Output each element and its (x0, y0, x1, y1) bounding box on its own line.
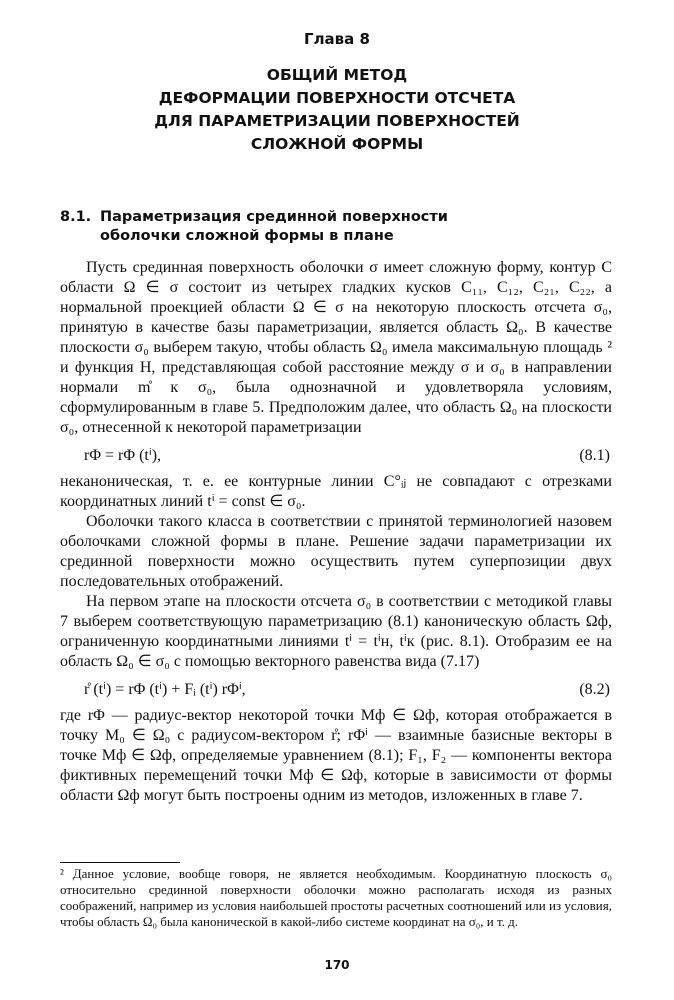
formula-8-2 (60, 680, 612, 700)
paragraph: Пусть срединная поверхность оболочки σ имеет сложную форму, контур C области Ω ∈ σ состоит из четырех гладких кусков C₁₁, C₁₂, C₂₁, C₂₂, а нормальной проекцией области Ω ∈ σ на некоторую плоскость отсчета σ₀, принятую в качестве базы параметризации, является область Ω₀. В качестве плоскости σ₀ выберем такую, чтобы область Ω₀ имела максимальную площадь ² и функция H, представляющая собой расстояние между σ и σ₀ в направлении нормали m̊ к σ₀, была однозначной и удовлетворяла условиям, сформулированным в главе 5. Предположим далее, что область Ω₀ на плоскости σ₀, отнесенной к некоторой параметризации (60, 259, 612, 436)
chapter-title-line: СЛОЖНОЙ ФОРМЫ (250, 135, 424, 153)
chapter-title-line: ОБЩИЙ МЕТОД (266, 66, 408, 84)
paragraph: На первом этапе на плоскости отсчета σ₀ в соответствии с методикой главы 7 выберем соответствующую параметризацию (8.1) каноническую область Ωф, ограниченную координатными линиями tⁱ = tⁱн, tⁱк (рис. 8.1). Отобразим ее на область Ω₀ ∈ σ₀ с помощью векторного равенства вида (7.17) (60, 593, 612, 670)
body-text (60, 258, 612, 806)
formula-number: (8.2) (579, 681, 610, 698)
section-title-line2: оболочки сложной формы в плане (100, 228, 394, 244)
paragraph: Оболочки такого класса в соответствии с принятой терминологией назовем оболочками сложной формы в плане. Решение задачи параметризации их срединной поверхности можно осуществить путем суперпозиции двух последовательных отображений. (60, 513, 612, 590)
formula-8-1 (60, 446, 612, 466)
section-heading (60, 208, 620, 246)
section-title-line1: Параметризация срединной поверхности (100, 209, 448, 225)
footnote-divider (60, 862, 180, 863)
footnote: ² Данное условие, вообще говоря, не является необходимым. Координатную плоскость σ₀ относительно срединной поверхности оболочки можно располагать исходя из разных соображений, например из условия наибольшей простоты расчетных соотношений или из условия, чтобы область Ω₀ была канонической в какой-либо системе координат на σ₀, и т. д. (60, 866, 612, 929)
paragraph: неканоническая, т. е. ее контурные линии C°ᵢⱼ не совпадают с отрезками координатных линий tⁱ = const ∈ σ₀. (60, 473, 612, 510)
chapter-title-line: ДЛЯ ПАРАМЕТРИЗАЦИИ ПОВЕРХНОСТЕЙ (154, 112, 520, 130)
chapter-title (0, 64, 674, 156)
chapter-title-line: ДЕФОРМАЦИИ ПОВЕРХНОСТИ ОТСЧЕТА (158, 89, 516, 107)
formula-expression: rΦ = rΦ (tⁱ), (84, 447, 162, 464)
chapter-label: Глава 8 (304, 30, 370, 48)
formula-number: (8.1) (579, 447, 610, 464)
formula-expression: r̊ (tⁱ) = rΦ (tⁱ) + Fᵢ (tⁱ) rΦⁱ, (84, 681, 246, 698)
section-number: 8.1. (60, 209, 92, 225)
paragraph: где rΦ — радиус-вектор некоторой точки Mф ∈ Ωф, которая отображается в точку M₀ ∈ Ω₀ с радиусом-вектором r̊; rΦⁱ — взаимные базисные векторы в точке Mф ∈ Ωф, определяемые уравнением (8.1); F₁, F₂ — компоненты вектора фиктивных перемещений точки Mф ∈ Ωф, которые в зависимости от формы области Ωф могут быть построены одним из методов, изложенных в главе 7. (60, 707, 612, 804)
page-number: 170 (324, 958, 350, 972)
